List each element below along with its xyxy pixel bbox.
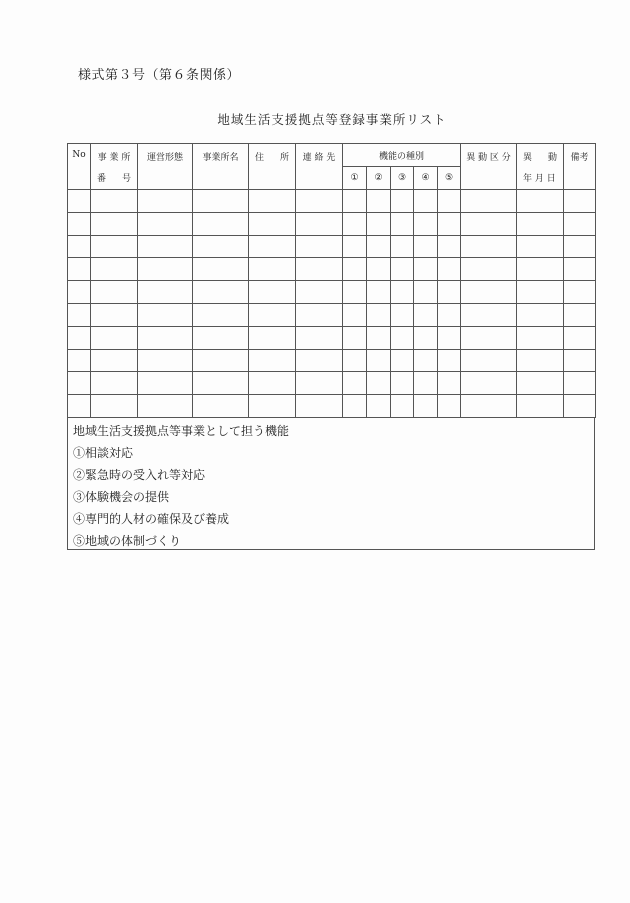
- table-cell[interactable]: [91, 212, 138, 235]
- table-cell[interactable]: [461, 235, 517, 258]
- table-cell[interactable]: [414, 212, 438, 235]
- header-address: [249, 144, 296, 190]
- table-cell[interactable]: [367, 235, 391, 258]
- header-function-4: ④: [414, 167, 438, 190]
- table-cell[interactable]: [249, 303, 296, 326]
- table-cell[interactable]: [68, 326, 91, 349]
- table-cell[interactable]: [517, 281, 564, 304]
- table-cell[interactable]: [438, 212, 461, 235]
- table-cell[interactable]: [367, 326, 391, 349]
- notes-item: ②緊急時の受入れ等対応: [73, 468, 206, 482]
- registered-offices-table: [67, 143, 596, 418]
- table-cell[interactable]: [91, 258, 138, 281]
- table-cell[interactable]: [138, 281, 193, 304]
- header-function-2: ②: [367, 167, 391, 190]
- table-cell[interactable]: [367, 212, 391, 235]
- table-cell[interactable]: [367, 372, 391, 395]
- table-cell[interactable]: [296, 349, 343, 372]
- table-cell[interactable]: [367, 190, 391, 213]
- table-cell[interactable]: [296, 212, 343, 235]
- table-cell[interactable]: [193, 326, 249, 349]
- table-cell[interactable]: [564, 190, 596, 213]
- header-remarks: [564, 144, 596, 190]
- notes-item: ④専門的人材の確保及び養成: [73, 512, 230, 526]
- header-office-number-bl: 番: [97, 173, 107, 184]
- table-cell[interactable]: [343, 281, 367, 304]
- table-cell[interactable]: [461, 303, 517, 326]
- table-cell[interactable]: [414, 303, 438, 326]
- table-cell[interactable]: [249, 395, 296, 418]
- table-row: [68, 326, 596, 349]
- table-row: [68, 190, 596, 213]
- table-cell[interactable]: [296, 190, 343, 213]
- notes-heading: 地域生活支援拠点等事業として担う機能: [73, 424, 290, 438]
- table-cell[interactable]: [296, 258, 343, 281]
- header-change-date-bottom: 年 月 日: [523, 173, 556, 184]
- table-cell[interactable]: [343, 326, 367, 349]
- table-cell[interactable]: [517, 303, 564, 326]
- header-office-number-br: 号: [121, 173, 131, 184]
- table-cell[interactable]: [438, 326, 461, 349]
- table-cell[interactable]: [193, 190, 249, 213]
- header-office-number: [91, 144, 138, 190]
- header-function-types: [343, 144, 461, 167]
- header-office-name: [193, 144, 249, 190]
- table-cell[interactable]: [564, 349, 596, 372]
- table-cell[interactable]: [193, 303, 249, 326]
- header-change-category: [461, 144, 517, 190]
- table-cell[interactable]: [193, 281, 249, 304]
- table-row: [68, 235, 596, 258]
- table-cell[interactable]: [391, 395, 414, 418]
- table-cell[interactable]: [438, 372, 461, 395]
- table-cell[interactable]: [564, 326, 596, 349]
- table-cell[interactable]: [461, 212, 517, 235]
- table-cell[interactable]: [68, 372, 91, 395]
- table-cell[interactable]: [193, 235, 249, 258]
- table-cell[interactable]: [249, 372, 296, 395]
- table-cell[interactable]: [343, 303, 367, 326]
- table-row: [68, 395, 596, 418]
- table-cell[interactable]: [249, 212, 296, 235]
- table-cell[interactable]: [138, 212, 193, 235]
- table-cell[interactable]: [138, 258, 193, 281]
- table-cell[interactable]: [138, 235, 193, 258]
- table-cell[interactable]: [391, 258, 414, 281]
- table-cell[interactable]: [367, 395, 391, 418]
- header-function-types-label: 機能の種別: [378, 151, 424, 162]
- table-cell[interactable]: [296, 395, 343, 418]
- table-cell[interactable]: [367, 349, 391, 372]
- table-cell[interactable]: [296, 235, 343, 258]
- header-contact: [296, 144, 343, 190]
- table-cell[interactable]: [414, 372, 438, 395]
- table-cell[interactable]: [343, 212, 367, 235]
- header-function-5: ⑤: [438, 167, 461, 190]
- table-cell[interactable]: [391, 372, 414, 395]
- table-row: [68, 349, 596, 372]
- table-cell[interactable]: [296, 303, 343, 326]
- table-row: [68, 303, 596, 326]
- header-change-date: [517, 144, 564, 190]
- table-cell[interactable]: [414, 281, 438, 304]
- table-cell[interactable]: [517, 395, 564, 418]
- table-cell[interactable]: [91, 326, 138, 349]
- table-cell[interactable]: [414, 190, 438, 213]
- table-cell[interactable]: [249, 326, 296, 349]
- table-cell[interactable]: [414, 349, 438, 372]
- table-cell[interactable]: [391, 212, 414, 235]
- table-cell[interactable]: [91, 303, 138, 326]
- table-cell[interactable]: [249, 281, 296, 304]
- table-cell[interactable]: [68, 281, 91, 304]
- table-cell[interactable]: [391, 349, 414, 372]
- table-cell[interactable]: [193, 372, 249, 395]
- table-cell[interactable]: [517, 190, 564, 213]
- table-cell[interactable]: [91, 372, 138, 395]
- table-cell[interactable]: [138, 190, 193, 213]
- header-address-left: 住: [255, 153, 265, 163]
- table-cell[interactable]: [193, 212, 249, 235]
- table-cell[interactable]: [68, 395, 91, 418]
- table-cell[interactable]: [564, 372, 596, 395]
- header-function-1: ①: [343, 167, 367, 190]
- table-cell[interactable]: [438, 281, 461, 304]
- table-cell[interactable]: [414, 235, 438, 258]
- table-cell[interactable]: [138, 326, 193, 349]
- header-operation-type: [138, 144, 193, 190]
- table-cell[interactable]: [564, 395, 596, 418]
- table-cell[interactable]: [343, 395, 367, 418]
- table-cell[interactable]: [249, 349, 296, 372]
- table-cell[interactable]: [68, 258, 91, 281]
- header-change-date-tl: 異: [523, 152, 533, 163]
- table-cell[interactable]: [193, 395, 249, 418]
- table-cell[interactable]: [391, 326, 414, 349]
- table-cell[interactable]: [138, 349, 193, 372]
- table-cell[interactable]: [367, 303, 391, 326]
- table-cell[interactable]: [564, 281, 596, 304]
- table-cell[interactable]: [414, 258, 438, 281]
- table-cell[interactable]: [367, 258, 391, 281]
- table-cell[interactable]: [91, 349, 138, 372]
- table-cell[interactable]: [91, 395, 138, 418]
- table-cell[interactable]: [461, 258, 517, 281]
- table-cell[interactable]: [438, 349, 461, 372]
- table-cell[interactable]: [461, 281, 517, 304]
- table-cell[interactable]: [517, 212, 564, 235]
- header-remarks-label: 備考: [570, 153, 589, 163]
- header-change-category-label: 異 動 区 分: [466, 153, 511, 163]
- table-cell[interactable]: [438, 190, 461, 213]
- table-row: [68, 372, 596, 395]
- table-cell[interactable]: [343, 258, 367, 281]
- table-cell[interactable]: [91, 281, 138, 304]
- table-cell[interactable]: [193, 349, 249, 372]
- table-cell[interactable]: [391, 281, 414, 304]
- table-cell[interactable]: [91, 235, 138, 258]
- header-operation-type-label: 運営形態: [146, 153, 183, 163]
- table-cell[interactable]: [517, 326, 564, 349]
- table-cell[interactable]: [391, 190, 414, 213]
- notes-item: ①相談対応: [73, 446, 134, 460]
- table-cell[interactable]: [249, 235, 296, 258]
- table-cell[interactable]: [564, 303, 596, 326]
- table-cell[interactable]: [517, 258, 564, 281]
- table-cell[interactable]: [461, 326, 517, 349]
- table-cell[interactable]: [461, 190, 517, 213]
- table-cell[interactable]: [517, 235, 564, 258]
- header-no-label: No: [72, 150, 86, 160]
- table-cell[interactable]: [367, 281, 391, 304]
- table-cell[interactable]: [461, 372, 517, 395]
- table-cell[interactable]: [91, 190, 138, 213]
- table-cell[interactable]: [343, 372, 367, 395]
- header-no: [68, 144, 91, 190]
- table-row: [68, 258, 596, 281]
- notes-item: ⑤地域の体制づくり: [73, 534, 182, 548]
- table-cell[interactable]: [138, 395, 193, 418]
- table-cell[interactable]: [391, 303, 414, 326]
- table-body: [68, 190, 596, 418]
- table-cell[interactable]: [68, 303, 91, 326]
- table-cell[interactable]: [564, 258, 596, 281]
- table-cell[interactable]: [564, 235, 596, 258]
- table-cell[interactable]: [249, 258, 296, 281]
- header-office-name-label: 事業所名: [202, 153, 239, 163]
- table-cell[interactable]: [343, 235, 367, 258]
- table-cell[interactable]: [249, 190, 296, 213]
- table-cell[interactable]: [68, 349, 91, 372]
- table-cell[interactable]: [391, 235, 414, 258]
- table-cell[interactable]: [461, 349, 517, 372]
- document-title: 地域生活支援拠点等登録事業所リスト: [217, 112, 447, 127]
- header-function-3: ③: [391, 167, 414, 190]
- table-cell[interactable]: [438, 235, 461, 258]
- table-cell[interactable]: [296, 326, 343, 349]
- table-cell[interactable]: [438, 303, 461, 326]
- table-cell[interactable]: [68, 235, 91, 258]
- table-cell[interactable]: [68, 190, 91, 213]
- table-row: [68, 281, 596, 304]
- table-cell[interactable]: [414, 395, 438, 418]
- header-office-number-top: 事 業 所: [97, 152, 131, 163]
- table-cell[interactable]: [68, 212, 91, 235]
- notes-item: ③体験機会の提供: [73, 490, 170, 504]
- header-contact-label: 連 絡 先: [302, 153, 336, 163]
- form-number-label: 様式第３号（第６条関係）: [78, 68, 241, 83]
- table-cell[interactable]: [517, 372, 564, 395]
- table-row: [68, 212, 596, 235]
- table-cell[interactable]: [564, 212, 596, 235]
- table-cell[interactable]: [343, 190, 367, 213]
- table-cell[interactable]: [343, 349, 367, 372]
- table-cell[interactable]: [461, 395, 517, 418]
- table-cell[interactable]: [438, 395, 461, 418]
- table-cell[interactable]: [193, 258, 249, 281]
- table-cell[interactable]: [296, 281, 343, 304]
- functions-notes-box: [67, 417, 595, 550]
- table-cell[interactable]: [296, 372, 343, 395]
- header-address-right: 所: [279, 153, 289, 163]
- table-cell[interactable]: [138, 372, 193, 395]
- table-cell[interactable]: [517, 349, 564, 372]
- header-change-date-tr: 動: [547, 152, 557, 163]
- table-cell[interactable]: [438, 258, 461, 281]
- table-cell[interactable]: [414, 326, 438, 349]
- table-cell[interactable]: [138, 303, 193, 326]
